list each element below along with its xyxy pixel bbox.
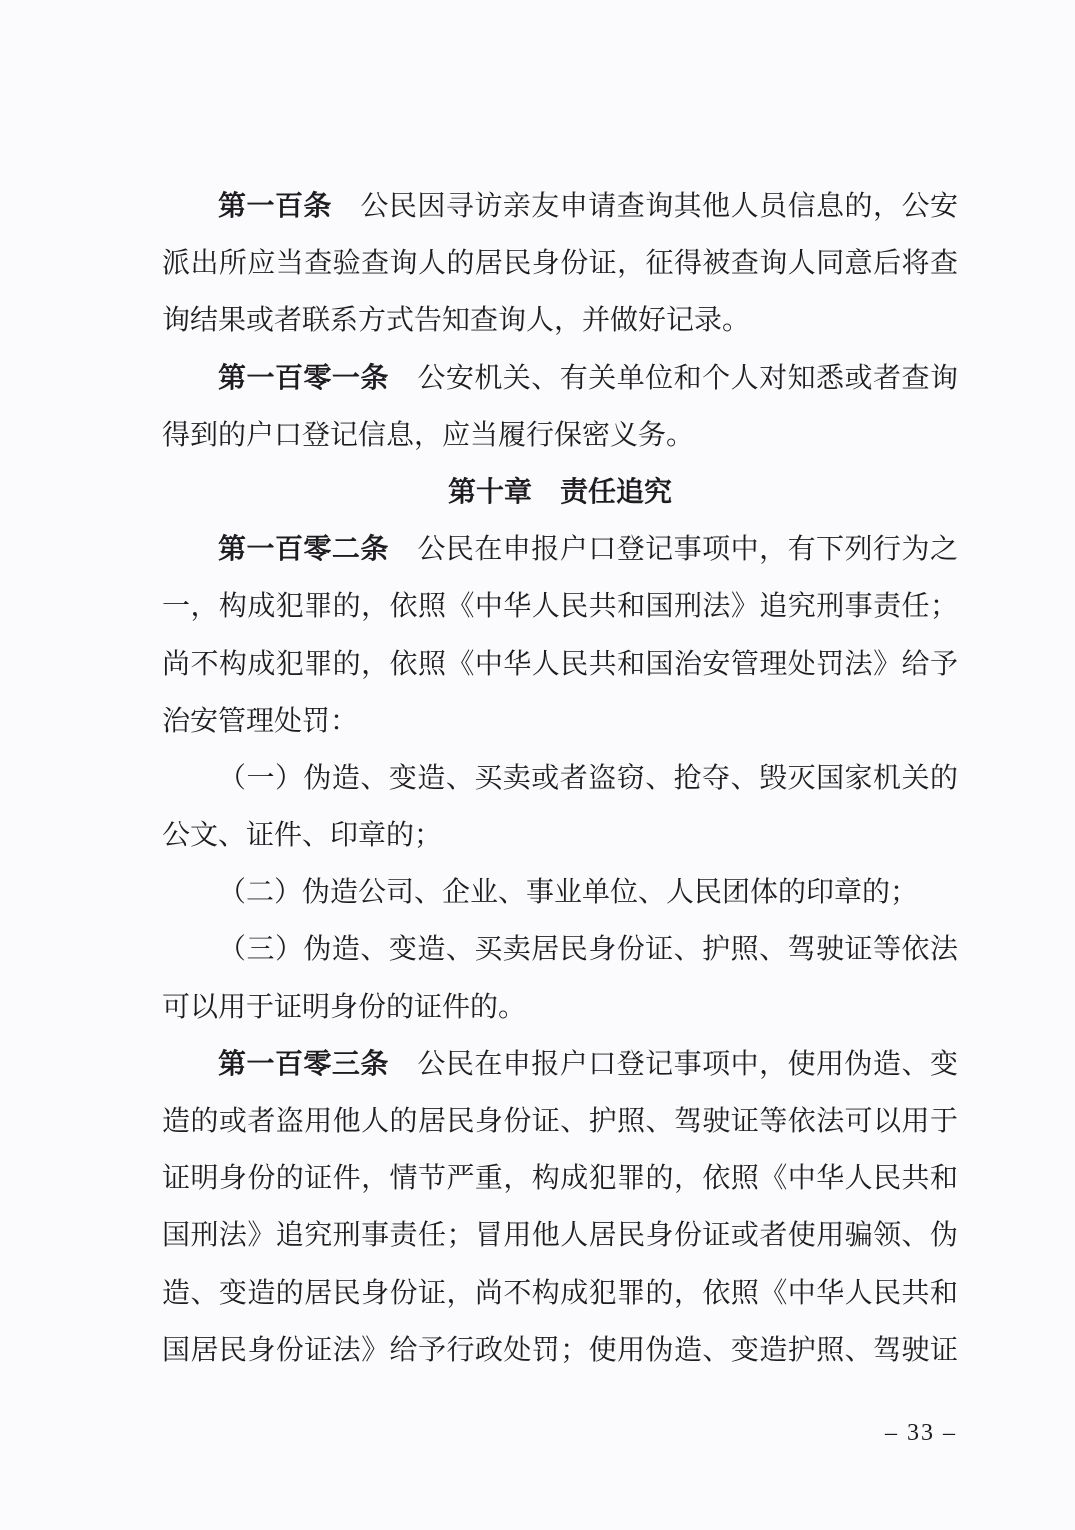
document-body	[162, 177, 958, 1378]
article-102-item-1-line-1: （一）伪造、变造、买卖或者盗窃、抢夺、毁灭国家机关的	[218, 760, 958, 794]
article-103-line-1	[162, 1035, 958, 1092]
article-103-line-3: 证明身份的证件，情节严重，构成犯罪的，依照《中华人民共和	[162, 1161, 958, 1195]
article-102-text-1: 公民在申报户口登记事项中，有下列行为之	[417, 532, 958, 566]
page-number: – 33 –	[885, 1420, 957, 1446]
article-100-text-1: 公民因寻访亲友申请查询其他人员信息的，公安	[360, 189, 958, 222]
article-100-line-3: 询结果或者联系方式告知查询人，并做好记录。	[162, 303, 751, 337]
article-102-item-1-line-2: 公文、证件、印章的；	[162, 818, 443, 852]
chapter-heading	[162, 463, 958, 520]
article-100-line-2: 派出所应当查验查询人的居民身份证，征得被查询人同意后将查	[162, 246, 958, 280]
chapter-title: 责任追究	[560, 474, 673, 508]
article-102-item-3-line-1: （三）伪造、变造、买卖居民身份证、护照、驾驶证等依法	[218, 932, 958, 966]
article-102-item-2-line-1: （二）伪造公司、企业、事业单位、人民团体的印章的；	[218, 875, 919, 909]
article-102-title: 第一百零二条	[218, 532, 389, 566]
article-101-line-2: 得到的户口登记信息，应当履行保密义务。	[162, 417, 695, 451]
article-102-line-4: 治安管理处罚：	[162, 703, 359, 737]
article-102-line-1	[162, 520, 958, 577]
chapter-number: 第十章	[447, 474, 532, 508]
article-100-title: 第一百条	[218, 189, 332, 222]
article-100-line-1	[162, 177, 958, 234]
article-103-line-5: 造、变造的居民身份证，尚不构成犯罪的，依照《中华人民共和	[162, 1275, 958, 1309]
article-102-line-3: 尚不构成犯罪的，依照《中华人民共和国治安管理处罚法》给予	[162, 646, 958, 680]
article-103-line-2: 造的或者盗用他人的居民身份证、护照、驾驶证等依法可以用于	[162, 1104, 958, 1137]
article-101-line-1	[162, 349, 958, 406]
article-103-title: 第一百零三条	[218, 1046, 389, 1080]
article-103-text-1: 公民在申报户口登记事项中，使用伪造、变	[417, 1046, 958, 1080]
article-101-title: 第一百零一条	[218, 360, 389, 394]
article-101-text-1: 公安机关、有关单位和个人对知悉或者查询	[417, 360, 958, 394]
article-103-line-4: 国刑法》追究刑事责任；冒用他人居民身份证或者使用骗领、伪	[162, 1218, 958, 1252]
article-102-line-2: 一，构成犯罪的，依照《中华人民共和国刑法》追究刑事责任；	[162, 589, 958, 623]
article-102-item-3-line-2: 可以用于证明身份的证件的。	[162, 989, 527, 1023]
article-103-line-6: 国居民身份证法》给予行政处罚；使用伪造、变造护照、驾驶证	[162, 1332, 958, 1366]
